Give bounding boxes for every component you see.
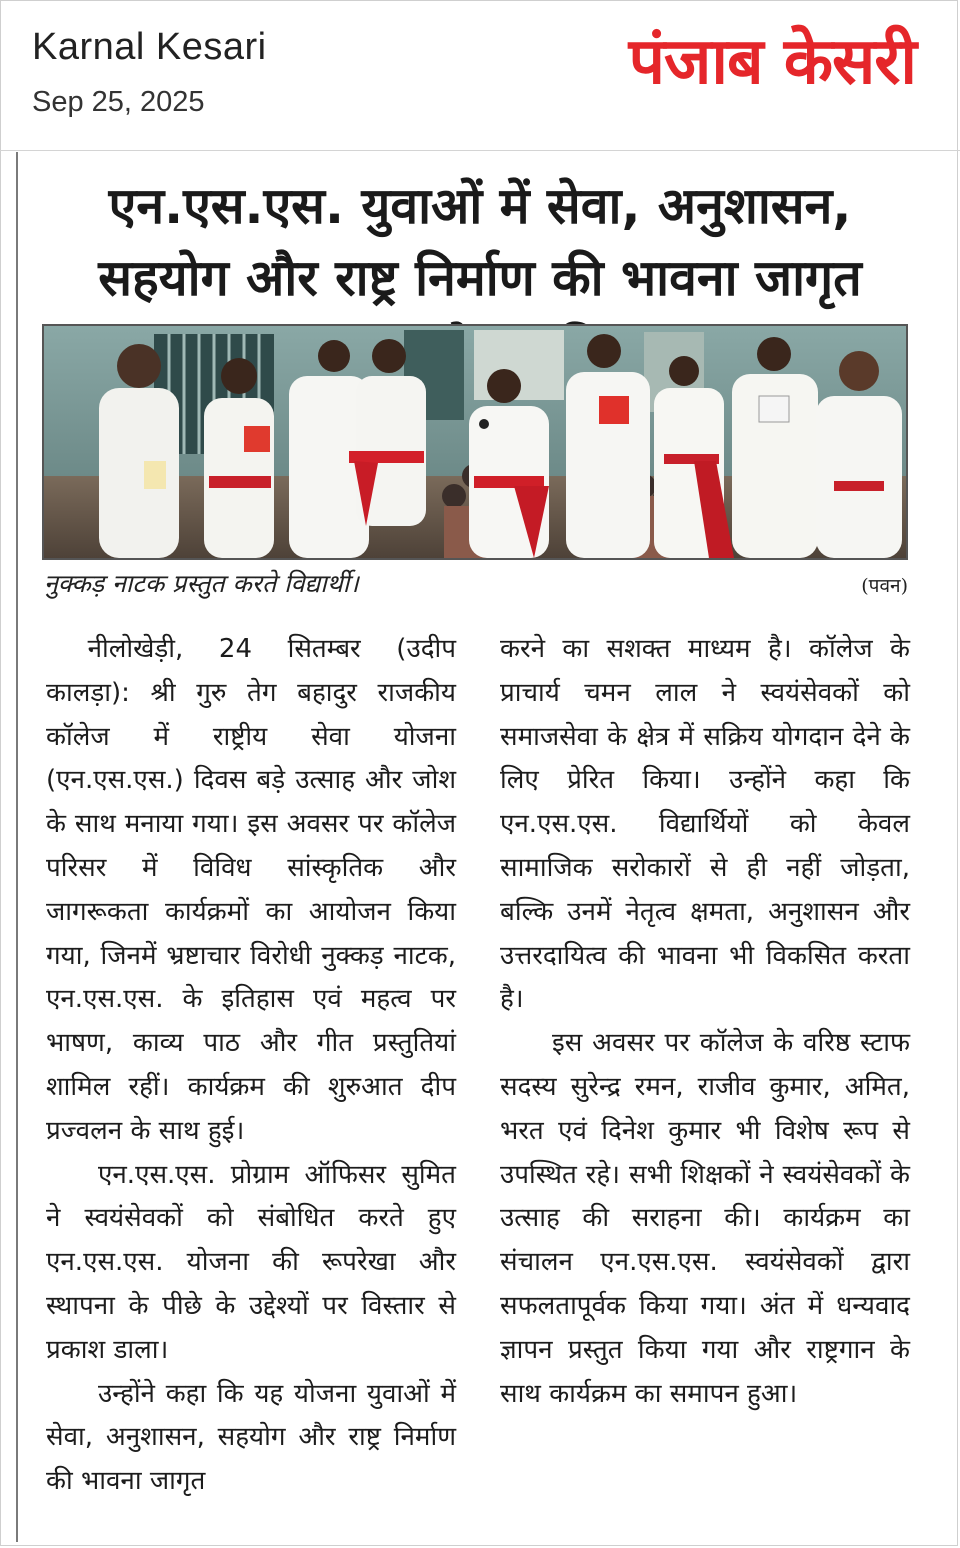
paragraph: इस अवसर पर कॉलेज के वरिष्ठ स्टाफ सदस्य सुरेन्द्र रमन, राजीव कुमार, अमित, भरत एवं दिनेश कुमार भी विशेष रूप से उपस्थित रहे। सभी शिक्षकों ने स्वयंसेवकों के उत्साह की सराहना की। कार्यक्रम का संचालन एन.एस.एस. स्वयंसेवकों द्वारा सफलतापूर्वक किया गया। अंत में धन्यवाद ज्ञापन प्रस्तुत किया गया और राष्ट्रगान के साथ कार्यक्रम का समापन हुआ। [500,1028,910,1409]
street-play-photo-illustration [44,326,906,558]
clipping-edge [16,152,18,1542]
publication-name: Karnal Kesari [32,26,267,68]
publication-date: Sep 25, 2025 [32,86,205,118]
paragraph: उन्होंने कहा कि यह योजना युवाओं में सेवा, अनुशासन, सहयोग और राष्ट्र निर्माण की भावना जागृत [46,1378,456,1497]
article-column-left [46,628,456,1504]
article-column-right [500,628,910,1416]
paragraph: एन.एस.एस. प्रोग्राम ऑफिसर सुमित ने स्वयंसेवकों को संबोधित करते हुए एन.एस.एस. योजना की रूपरेखा और स्थापना के पीछे के उद्देश्यों पर विस्तार से प्रकाश डाला। [46,1159,456,1365]
photo-credit: (पवन) [861,575,908,597]
source-header [0,0,960,151]
article-headline: एन.एस.एस. युवाओं में सेवा, अनुशासन, सहयोग और राष्ट्र निर्माण की भावना जागृत [98,177,862,307]
article-photo [42,324,908,560]
paragraph: नीलोखेड़ी, 24 सितम्बर (उदीप कालड़ा): श्री गुरु तेग बहादुर राजकीय कॉलेज में राष्ट्रीय सेवा योजना (एन.एस.एस.) दिवस बड़े उत्साह और जोश के साथ मनाया गया। इस अवसर पर कॉलेज परिसर में विविध सांस्कृतिक और जागरूकता कार्यक्रमों का आयोजन किया गया, जिनमें भ्रष्टाचार विरोधी नुक्कड़ नाटक, एन.एस.एस. के इतिहास एवं महत्व पर भाषण, काव्य पाठ और गीत प्रस्तुतियां शामिल रहीं। कार्यक्रम की शुरुआत दीप प्रज्वलन के साथ हुई। [46,634,456,1146]
newspaper-masthead-logo: पंजाब केसरी [628,25,916,99]
photo-caption: नुक्कड़ नाटक प्रस्तुत करते विद्यार्थी। [44,569,359,598]
paragraph: करने का सशक्त माध्यम है। कॉलेज के प्राचार्य चमन लाल ने स्वयंसेवकों को समाजसेवा के क्षेत्र में सक्रिय योगदान देने के लिए प्रेरित किया। उन्होंने कहा कि एन.एस.एस. विद्यार्थियों को केवल सामाजिक सरोकारों से ही नहीं जोड़ता, बल्कि उनमें नेतृत्व क्षमता, अनुशासन और उत्तरदायित्व की भावना भी विकसित करता है। [500,634,910,1015]
